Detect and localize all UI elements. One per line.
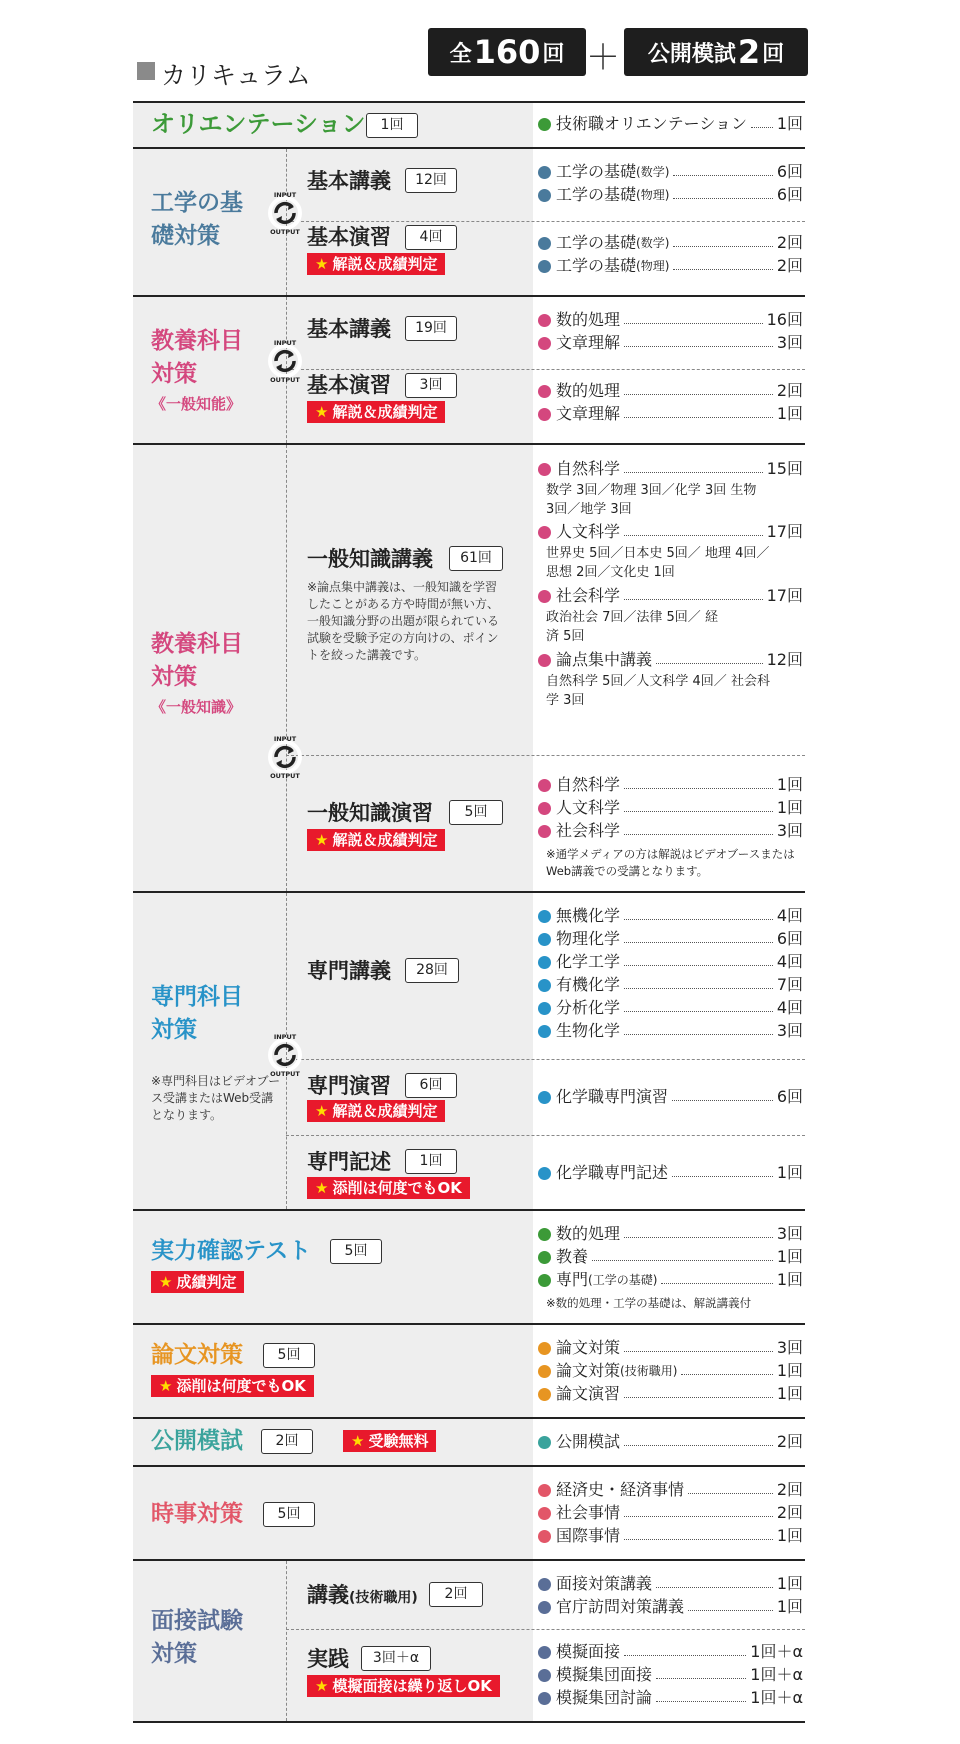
blue-dot-icon	[538, 237, 551, 250]
specialized-essay-count-box: 1回	[405, 1149, 457, 1174]
specialized-title: 専門科目対策	[151, 984, 243, 1043]
blue-dot-icon	[538, 260, 551, 273]
sky-dot-icon	[538, 979, 551, 992]
general-knowledge-exercise-count-box: 5回	[449, 800, 503, 825]
essay-count-box: 5回	[263, 1343, 315, 1368]
orange-dot-icon	[538, 1342, 551, 1355]
list-item: 化学職専門演習 6回	[538, 1086, 803, 1108]
list-item: 模擬集団面接 1回＋α	[538, 1664, 803, 1686]
row-orientation	[133, 101, 805, 147]
list-item: 工学の基礎 (数学) 6回	[538, 161, 803, 183]
pink-dot-icon	[538, 463, 551, 476]
list-item: 自然科学 1回	[538, 774, 803, 796]
list-item: 人文科学 1回	[538, 797, 803, 819]
ability-test-note: ※数的処理・工学の基礎は、解説講義付	[546, 1296, 752, 1310]
specialized-essay-label: 専門記述	[307, 1150, 391, 1174]
orange-dot-icon	[538, 1365, 551, 1378]
plus-sign: ＋	[586, 38, 620, 78]
row-specialized	[133, 891, 805, 1209]
output-label: OUTPUT	[270, 228, 300, 235]
navy-dot-icon	[538, 1646, 551, 1659]
pink-dot-icon	[538, 408, 551, 421]
row-general-ability	[133, 295, 805, 443]
pink-dot-icon	[538, 314, 551, 327]
orange-dot-icon	[538, 1388, 551, 1401]
list-item: 教養 1回	[538, 1246, 803, 1268]
mock-exam-badge: 公開模試 2 回	[624, 28, 808, 76]
list-item: 模擬面接 1回＋α	[538, 1641, 803, 1663]
pink-dot-icon	[538, 654, 551, 667]
orientation-title: オリエンテーション	[151, 110, 366, 138]
list-item: 模擬集団討論 1回＋α	[538, 1687, 803, 1709]
input-label: INPUT	[273, 191, 297, 199]
practice-label: 実践	[307, 1647, 349, 1671]
list-item-detail: 政治社会 7回／法律 5回／ 経済 5回	[546, 610, 718, 644]
green-dot-icon	[538, 1251, 551, 1264]
basic-lecture-count-box: 12回	[405, 168, 457, 193]
specialized-lecture-count-box: 28回	[405, 958, 459, 983]
list-item: 論文対策 3回	[538, 1337, 803, 1359]
blue-dot-icon	[538, 189, 551, 202]
list-item: 論文対策 (技術職用) 1回	[538, 1360, 803, 1382]
row-ability-test	[133, 1209, 805, 1323]
kaisetsu-badge: ★ 解説＆成績判定	[307, 1100, 445, 1122]
kaisetsu-badge: ★ 解説＆成績判定	[307, 401, 445, 423]
interview-lecture-label: 講義(技術職用)	[307, 1583, 418, 1607]
row-general-knowledge	[133, 443, 805, 891]
interview-title: 面接試験対策	[151, 1608, 243, 1667]
row-public-mock	[133, 1417, 805, 1465]
mock-interview-badge: ★ 模擬面接は繰り返しOK	[307, 1675, 500, 1697]
list-item: 公開模試 2回	[538, 1431, 803, 1453]
list-item: 社会事情 2回	[538, 1502, 803, 1524]
tensaku-badge: ★ 添削は何度でもOK	[151, 1375, 314, 1397]
navy-dot-icon	[538, 1669, 551, 1682]
list-item: 化学職専門記述 1回	[538, 1162, 803, 1184]
general-ability-title: 教養科目対策 《一般知能》	[151, 328, 243, 413]
specialized-exercise-count-box: 6回	[405, 1073, 457, 1098]
kaisetsu-badge: ★ 解説＆成績判定	[307, 829, 445, 851]
list-item: 数的処理 3回	[538, 1223, 803, 1245]
pink-dot-icon	[538, 802, 551, 815]
basic-exercise-count-box: 4回	[405, 225, 457, 250]
essay-title: 論文対策	[151, 1342, 243, 1368]
basic-lecture-count-box: 19回	[405, 316, 457, 341]
pink-dot-icon	[538, 779, 551, 792]
list-item: 論文演習 1回	[538, 1383, 803, 1405]
input-output-cycle-icon	[263, 735, 307, 779]
input-output-cycle-icon	[263, 339, 307, 383]
sky-dot-icon	[538, 1025, 551, 1038]
list-item: 社会科学 17回	[538, 585, 803, 607]
basic-exercise-label: 基本演習	[307, 225, 391, 249]
rose-dot-icon	[538, 1530, 551, 1543]
total-sessions-badge: 全 160 回	[428, 28, 586, 76]
sky-dot-icon	[538, 1091, 551, 1104]
basic-lecture-label: 基本講義	[307, 317, 391, 341]
navy-dot-icon	[538, 1578, 551, 1591]
input-label: INPUT	[273, 1033, 297, 1041]
free-exam-badge: ★ 受験無料	[343, 1430, 436, 1452]
list-item: 文章理解 3回	[538, 332, 803, 354]
list-item: 文章理解 1回	[538, 403, 803, 425]
pink-dot-icon	[538, 385, 551, 398]
pink-dot-icon	[538, 526, 551, 539]
navy-dot-icon	[538, 1692, 551, 1705]
exercise-note: ※通学メディアの方は解説はビデオブースまたはWeb講義での受講となります。	[546, 847, 795, 878]
list-item: 工学の基礎 (物理) 6回	[538, 184, 803, 206]
general-knowledge-lecture-label: 一般知識講義	[307, 547, 433, 571]
basic-exercise-label: 基本演習	[307, 373, 391, 397]
public-mock-title: 公開模試	[151, 1428, 243, 1454]
list-item: 専門 (工学の基礎) 1回	[538, 1269, 803, 1291]
input-output-cycle-icon	[263, 191, 307, 235]
list-item: 分析化学 4回	[538, 997, 803, 1019]
list-item: 数的処理 2回	[538, 380, 803, 402]
pink-dot-icon	[538, 825, 551, 838]
specialized-exercise-label: 専門演習	[307, 1074, 391, 1098]
row-essay	[133, 1323, 805, 1417]
rose-dot-icon	[538, 1507, 551, 1520]
list-item: 技術職オリエンテーション 1回	[538, 113, 803, 135]
public-mock-count-box: 2回	[261, 1429, 313, 1454]
basic-lecture-label: 基本講義	[307, 169, 391, 193]
lecture-note: ※論点集中講義は、一般知識を学習したことがある方や時間が無い方、一般知識分野の出題が限られている試験を受験予定の方向けの、ポイントを絞った講義です。	[307, 580, 500, 662]
kaisetsu-badge: ★ 解説＆成績判定	[307, 253, 445, 275]
sky-dot-icon	[538, 1167, 551, 1180]
input-label: INPUT	[273, 339, 297, 347]
general-knowledge-lecture-count-box: 61回	[449, 546, 503, 571]
ability-test-title: 実力確認テスト	[151, 1238, 312, 1264]
list-item: 国際事情 1回	[538, 1525, 803, 1547]
navy-dot-icon	[538, 1601, 551, 1614]
list-item: 物理化学 6回	[538, 928, 803, 950]
blue-dot-icon	[538, 166, 551, 179]
rose-dot-icon	[538, 1484, 551, 1497]
specialized-note: ※専門科目はビデオブース受講またはWeb受講となります。	[151, 1074, 281, 1122]
list-item: 人文科学 17回	[538, 521, 803, 543]
list-item-detail: 数学 3回／物理 3回／化学 3回 生物 3回／地学 3回	[546, 483, 757, 517]
list-item-detail: 世界史 5回／日本史 5回／ 地理 4回／思想 2回／文化史 1回	[546, 546, 770, 580]
pink-dot-icon	[538, 337, 551, 350]
list-item: 官庁訪問対策講義 1回	[538, 1596, 803, 1618]
sky-dot-icon	[538, 910, 551, 923]
pink-dot-icon	[538, 590, 551, 603]
green-dot-icon	[538, 1274, 551, 1287]
list-item: 経済史・経済事情 2回	[538, 1479, 803, 1501]
current-affairs-title: 時事対策	[151, 1501, 243, 1527]
sky-dot-icon	[538, 956, 551, 969]
orientation-count-box: 1回	[366, 113, 418, 138]
list-item: 面接対策講義 1回	[538, 1573, 803, 1595]
input-label: INPUT	[273, 735, 297, 743]
teal-dot-icon	[538, 1436, 551, 1449]
list-item-detail: 自然科学 5回／人文科学 4回／ 社会科学 3回	[546, 674, 770, 708]
sky-dot-icon	[538, 933, 551, 946]
list-item: 生物化学 3回	[538, 1020, 803, 1042]
row-interview	[133, 1559, 805, 1723]
general-knowledge-exercise-label: 一般知識演習	[307, 801, 433, 825]
green-dot-icon	[538, 118, 551, 131]
output-label: OUTPUT	[270, 376, 300, 383]
basic-exercise-count-box: 3回	[405, 373, 457, 398]
curriculum-table	[133, 101, 805, 1737]
list-item: 化学工学 4回	[538, 951, 803, 973]
header-square-mark	[137, 62, 155, 80]
engineering-basics-title: 工学の基礎対策	[151, 190, 243, 249]
general-knowledge-title: 教養科目対策 《一般知識》	[151, 631, 243, 716]
list-item: 社会科学 3回	[538, 820, 803, 842]
output-label: OUTPUT	[270, 1070, 300, 1077]
practice-count-box: 3回＋α	[361, 1646, 431, 1671]
list-item: 有機化学 7回	[538, 974, 803, 996]
interview-lecture-count-box: 2回	[429, 1582, 483, 1607]
output-label: OUTPUT	[270, 772, 300, 779]
list-item: 論点集中講義 12回	[538, 649, 803, 671]
page-title: カリキュラム	[161, 61, 311, 90]
list-item: 数的処理 16回	[538, 309, 803, 331]
list-item: 無機化学 4回	[538, 905, 803, 927]
ability-test-count-box: 5回	[330, 1239, 382, 1264]
list-item: 工学の基礎 (数学) 2回	[538, 232, 803, 254]
list-item: 工学の基礎 (物理) 2回	[538, 255, 803, 277]
list-item: 自然科学 15回	[538, 458, 803, 480]
sky-dot-icon	[538, 1002, 551, 1015]
row-current-affairs	[133, 1465, 805, 1559]
tensaku-badge: ★ 添削は何度でもOK	[307, 1177, 470, 1199]
row-engineering-basics	[133, 147, 805, 295]
specialized-lecture-label: 専門講義	[307, 959, 391, 983]
current-affairs-count-box: 5回	[263, 1502, 315, 1527]
green-dot-icon	[538, 1228, 551, 1241]
input-output-cycle-icon	[263, 1033, 307, 1077]
seiseki-badge: ★ 成績判定	[151, 1271, 244, 1293]
